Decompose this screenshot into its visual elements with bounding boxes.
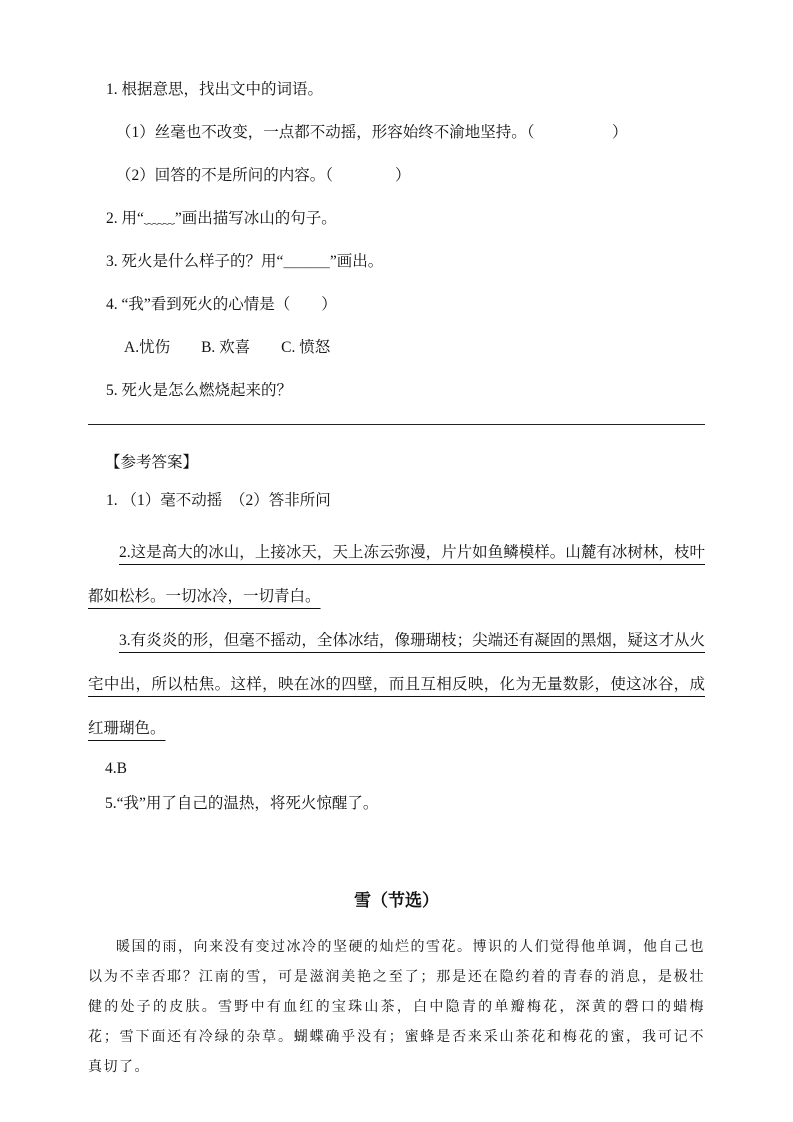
question-3: 3. 死火是什么样子的？用“＿＿＿”画出。: [106, 253, 384, 270]
question-1-sub-2: （2）回答的不是所问的内容。（ ）: [116, 167, 411, 184]
answer-5: 5.“我”用了自己的温热，将死火惊醒了。: [105, 795, 379, 812]
question-4: 4. “我”看到死火的心情是（ ）: [106, 296, 337, 313]
essay-title: 雪（节选）: [354, 891, 439, 910]
question-2: 2. 用“﹏﹏”画出描写冰山的句子。: [106, 210, 337, 227]
answer-1: 1. （1）毫不动摇 （2）答非所问: [106, 492, 331, 509]
question-5: 5. 死火是怎么燃烧起来的？: [106, 382, 293, 399]
section-divider: [88, 424, 705, 425]
answer-4: 4.B: [105, 760, 127, 777]
essay-paragraph: 暖国的雨，向来没有变过冰冷的坚硬的灿烂的雪花。博识的人们觉得他单调，他自己也以为不幸否耶？江南的雪，可是滋润美艳之至了；那是还在隐约着的青春的消息，是极壮健的处子的皮肤。雪野中有血红的宝珠山茶，白中隐青的单瓣梅花，深黄的磬口的蜡梅花；雪下面还有冷绿的杂草。蝴蝶确乎没有；蜜蜂是否来采山茶花和梅花的蜜，我可记不真切了。: [88, 940, 705, 1075]
answer-3: 3.有炎炎的形，但毫不摇动，全体冰结，像珊瑚枝；尖端还有凝固的黑烟，疑这才从火宅中出，所以枯焦。这样，映在冰的四壁，而且互相反映，化为无量数影，使这冰谷，成红珊瑚色。: [88, 632, 705, 737]
question-1: 1. 根据意思，找出文中的词语。: [106, 81, 324, 98]
question-1-sub-1: （1）丝毫也不改变，一点都不动摇，形容始终不渝地坚持。（ ）: [116, 124, 628, 141]
questions-section: [88, 80, 705, 401]
essay-section: [88, 886, 705, 1083]
answers-section: [88, 453, 705, 814]
answer-2: 2.这是高大的冰山，上接冰天，天上冻云弥漫，片片如鱼鳞模样。山麓有冰树林，枝叶都如松杉。一切冰冷，一切青白。: [88, 544, 705, 605]
answers-header: 【参考答案】: [105, 454, 199, 471]
question-4-options: A.忧伤 B. 欢喜 C. 愤怒: [124, 339, 331, 356]
